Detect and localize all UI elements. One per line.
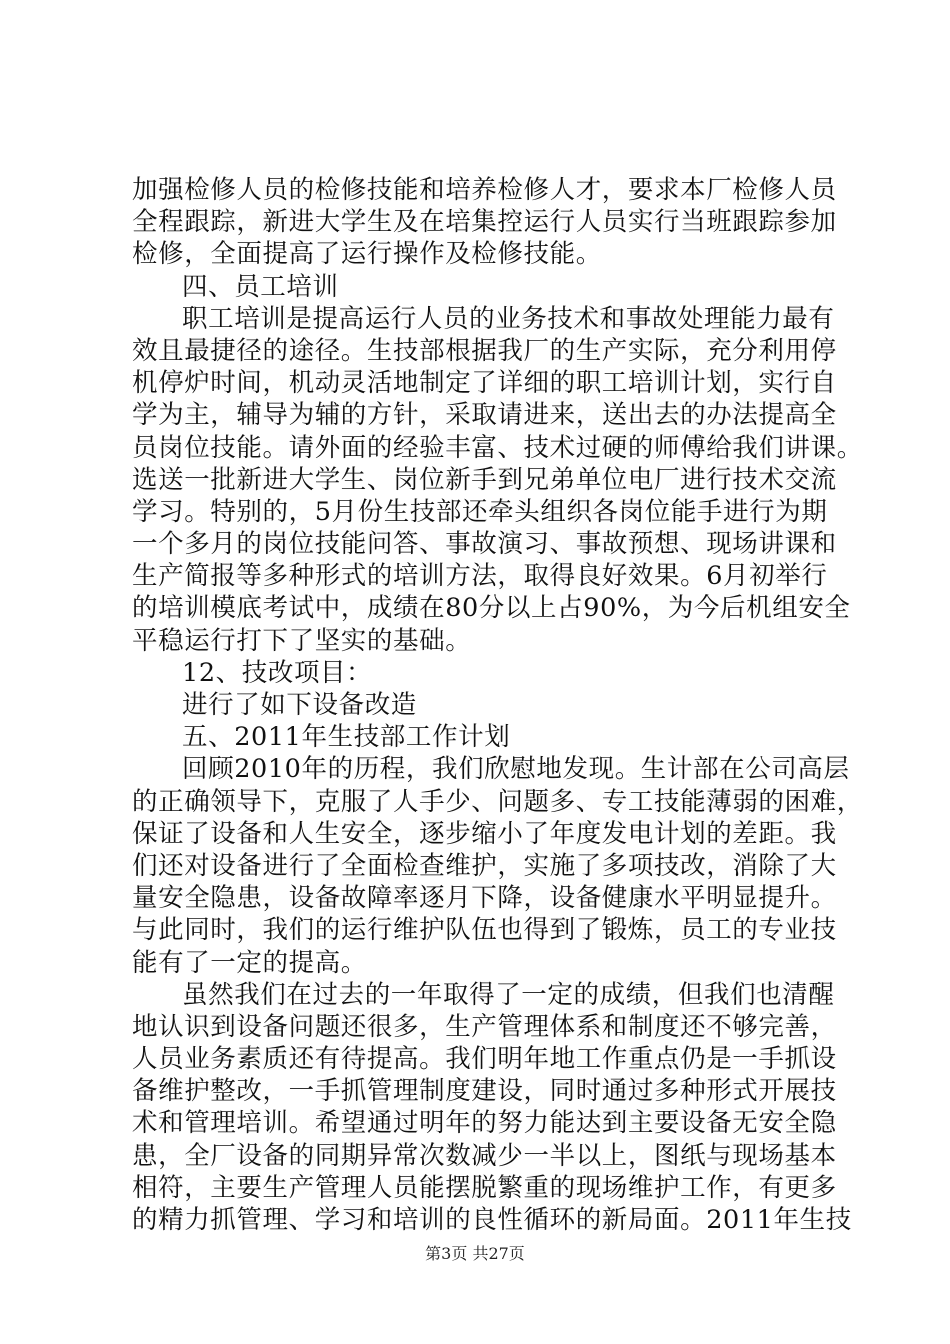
text-line: 全程跟踪，新进大学生及在培集控运行人员实行当班跟踪参加 [132,207,837,238]
text-line: 五、2011年生技部工作计划 [182,722,511,753]
text-line: 人员业务素质还有待提高。我们明年地工作重点仍是一手抓设 [132,1044,837,1075]
text-line: 四、员工培训 [182,271,339,302]
text-line: 与此同时，我们的运行维护队伍也得到了锻炼，员工的专业技 [132,915,837,946]
page-footer [0,1244,950,1264]
text-line: 的精力抓管理、学习和培训的良性循环的新局面。2011年生技 [132,1205,852,1235]
text-line: 员岗位技能。请外面的经验丰富、技术过硬的师傅给我们讲课。 [132,432,863,463]
text-line: 进行了如下设备改造 [182,690,417,720]
text-line: 虽然我们在过去的一年取得了一定的成绩，但我们也清醒 [182,979,835,1010]
text-line: 学为主，辅导为辅的方针，采取请进来，送出去的办法提高全 [132,400,837,431]
text-line: 保证了设备和人生安全，逐步缩小了年度发电计划的差距。我 [132,818,837,849]
text-line: 机停炉时间，机动灵活地制定了详细的职工培训计划，实行自 [132,368,837,399]
text-line: 术和管理培训。希望通过明年的努力能达到主要设备无安全隐 [132,1108,837,1139]
text-line: 回顾2010年的历程，我们欣慰地发现。生计部在公司高层 [182,754,850,785]
text-line: 的正确领导下，克服了人手少、问题多、专工技能薄弱的困难， [132,786,863,817]
text-line: 职工培训是提高运行人员的业务技术和事故处理能力最有 [182,303,835,334]
text-line: 平稳运行打下了坚实的基础。 [132,625,472,656]
text-line: 的培训模底考试中，成绩在80分以上占90%，为今后机组安全 [132,593,851,624]
text-line: 12、技改项目： [182,657,373,688]
text-line: 学习。特别的，5月份生技部还牵头组织各岗位能手进行为期 [132,496,828,527]
text-line: 加强检修人员的检修技能和培养检修人才，要求本厂检修人员 [132,175,837,205]
text-line: 一个多月的岗位技能问答、事故演习、事故预想、现场讲课和 [132,529,837,560]
text-line: 选送一批新进大学生、岗位新手到兄弟单位电厂进行技术交流 [132,464,837,495]
text-line: 生产简报等多种形式的培训方法，取得良好效果。6月初举行 [132,561,828,592]
text-line: 备维护整改，一手抓管理制度建设，同时通过多种形式开展技 [132,1076,837,1107]
text-line: 能有了一定的提高。 [132,947,367,978]
text-line: 地认识到设备问题还很多，生产管理体系和制度还不够完善， [132,1011,837,1042]
text-line: 们还对设备进行了全面检查维护，实施了多项技改，消除了大 [132,850,837,881]
page-number-label: 第3页 共27页 [425,1244,525,1263]
text-line: 相符，主要生产管理人员能摆脱繁重的现场维护工作，有更多 [132,1172,837,1203]
document-body [132,174,863,1236]
text-line: 检修，全面提高了运行操作及检修技能。 [132,239,602,270]
text-line: 效且最捷径的途径。生技部根据我厂的生产实际，充分利用停 [132,335,837,366]
text-line: 量安全隐患，设备故障率逐月下降，设备健康水平明显提升。 [132,883,837,914]
text-line: 患，全厂设备的同期异常次数减少一半以上，图纸与现场基本 [132,1140,837,1171]
